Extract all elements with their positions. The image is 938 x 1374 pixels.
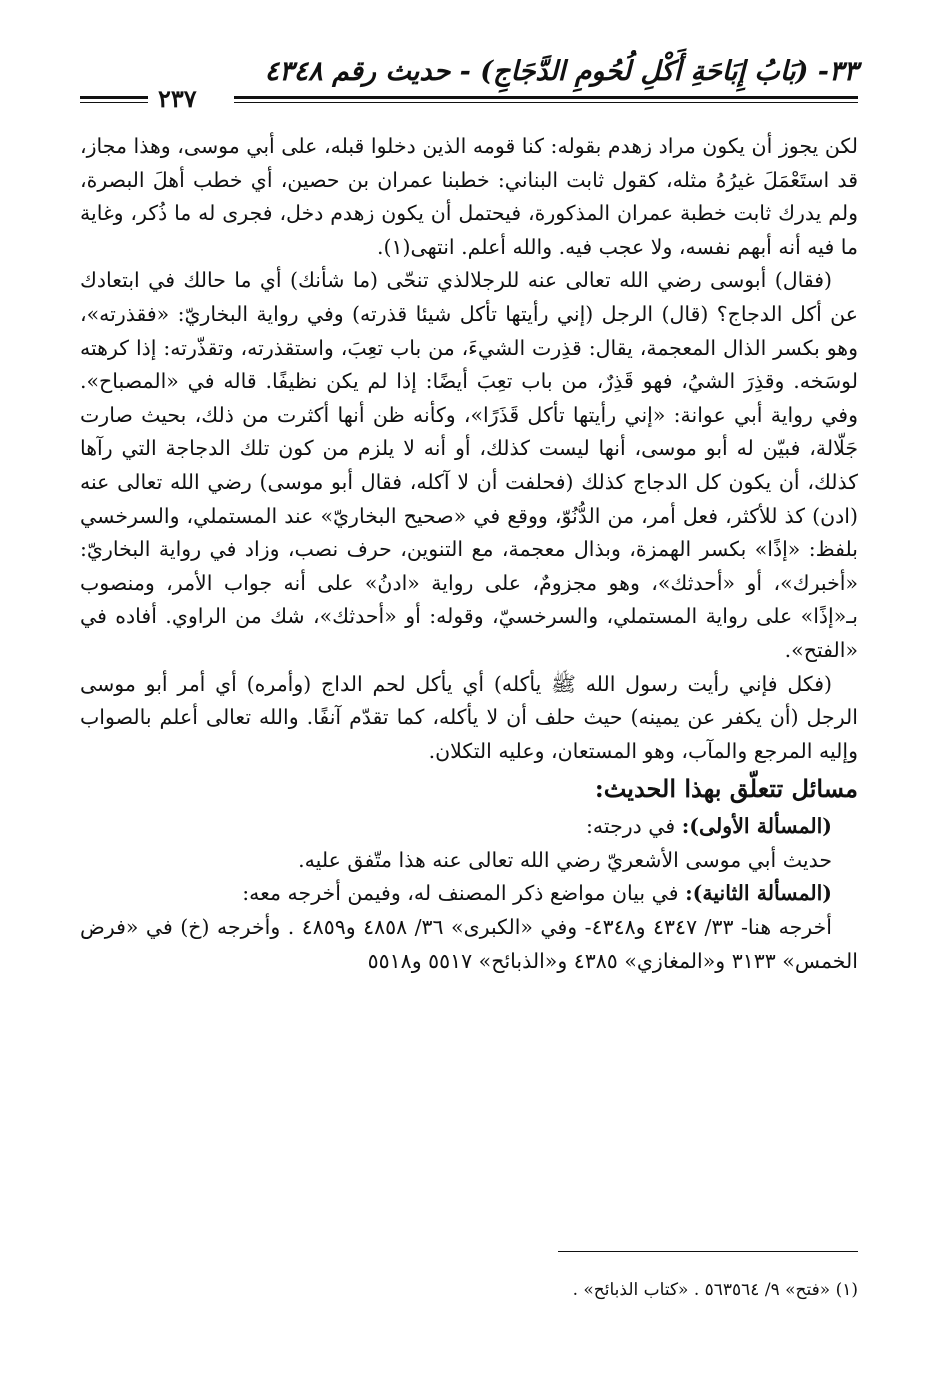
issue-1-body [80, 844, 858, 878]
footnote-rule [558, 1251, 858, 1252]
page-number-rule-thick [80, 96, 148, 99]
page-number: ٢٣٧ [158, 84, 197, 113]
paragraph-3: (فكل فإني رأيت رسول الله ﷺ يأكله) أي يأكل لحم الداج (وأمره) أي أمر أبو موسى الرجل (أن يكفر عن يمينه) حيث حلف أن لا يأكله، كما تقدّم آنفًا. والله تعالى أعلم بالصواب وإليه المرجع والمآب، وهو المستعان، وعليه التكلان. [80, 671, 858, 763]
issue-2-text: في بيان مواضع ذكر المصنف له، وفيمن أخرجه معه: [242, 881, 686, 906]
chapter-title: ٣٣- (بَابُ إِبَاحَةِ أَكْلِ لُحُومِ الدَّجَاجِ) - حديث رقم ٤٣٤٨ [264, 56, 858, 87]
paragraph-1: لكن يجوز أن يكون مراد زهدم بقوله: كنا قومه الذين دخلوا قبله، على أبي موسى، وهذا مجاز، قد استَعْمَلَ غيرُهُ مثله، كقول ثابت البناني: خطبنا عمران بن حصين، أي خطب أهلَ البصرة، ولم يدرك ثابت خطبة عمران المذكورة، فيحتمل أن يكون زهدم دخل، فجرى له ما ذُكر، وغاية ما فيه أنه أبهم نفسه، ولا عجب فيه. والله أعلم. انتهى(١). [80, 134, 858, 259]
issue-1 [80, 810, 858, 844]
issue-2-body-text: أخرجه هنا- ٣٣/ ٤٣٤٧ و٤٣٤٨- وفي «الكبرى» ٣٦/ ٤٨٥٨ و٤٨٥٩ . وأخرجه (خ) في «فرض الخمس» ٣١٣٣ و«المغازي» ٤٣٨٥ و«الذبائح» ٥٥١٧ و٥٥١٨ [80, 915, 858, 973]
issue-1-body-text: حديث أبي موسى الأشعريّ رضي الله تعالى عنه هذا متّفق عليه. [298, 847, 832, 872]
issue-1-text: في درجته: [585, 814, 682, 839]
issue-2-label: (المسألة الثانية): [685, 881, 832, 906]
main-text [80, 130, 858, 978]
issue-2-body [80, 911, 858, 978]
section-heading: مسائل تتعلّق بهذا الحديث: [594, 774, 858, 804]
header-rule-thick [234, 96, 858, 99]
footnote: (١) «فتح» ٩/ ٥٦٣٥٦٤ . «كتاب الذبائح» . [572, 1280, 858, 1300]
header-rule-thin [234, 102, 858, 103]
issue-1-label: (المسألة الأولى): [681, 814, 832, 839]
issue-2 [80, 877, 858, 911]
page-number-rule-thin [80, 102, 148, 103]
paragraph-2: (فقال) أبوسى رضي الله تعالى عنه للرجلالذي تنحّى (ما شأنك) أي ما حالك في ابتعادك عن أكل الدجاج؟ (قال) الرجل (إني رأيتها تأكل شيئا قذرته) وفي رواية البخاريّ: «فقذرته»، وهو بكسر الذال المعجمة، يقال: قذِرت الشيءَ، من باب تعِبَ، واستقذرته، وتقذّرته: إذا كرهته لوسَخه. وقذِرَ الشيُ، فهو قَذِرٌ، من باب تعِبَ أيضًا: إذا لم يكن نظيفًا. قاله في «المصباح». وفي رواية أبي عوانة: «إني رأيتها تأكل قَذَرًا»، وكأنه ظن أنها أكثرت من ذلك، بحيث صارت جَلّالة، فبيّن له أبو موسى، أنها ليست كذلك، أو أنه لا يلزم من كون تلك الدجاجة التي رآها كذلك، أن يكون كل الدجاج كذلك (فحلفت أن لا آكله، فقال أبو موسى) رضي الله تعالى عنه (ادن) كذ للأكثر، فعل أمر، من الدُّنُوّ، ووقع في «صحيح البخاريّ» عند المستملي، والسرخسي بلفظ: «إذًا» بكسر الهمزة، وبذال معجمة، مع التنوين، حرف نصب، وزاد في رواية البخاريّ: «أخبرك»، أو «أحدثك»، وهو مجزومٌ، على رواية «ادنُ» على أنه جواب الأمر، ومنصوب بـ«إذًا» على رواية المستملي، والسرخسيّ، وقوله: أو «أحدثك»، شك من الراوي. أفاده في «الفتح». [80, 268, 858, 662]
page-header [80, 50, 858, 113]
